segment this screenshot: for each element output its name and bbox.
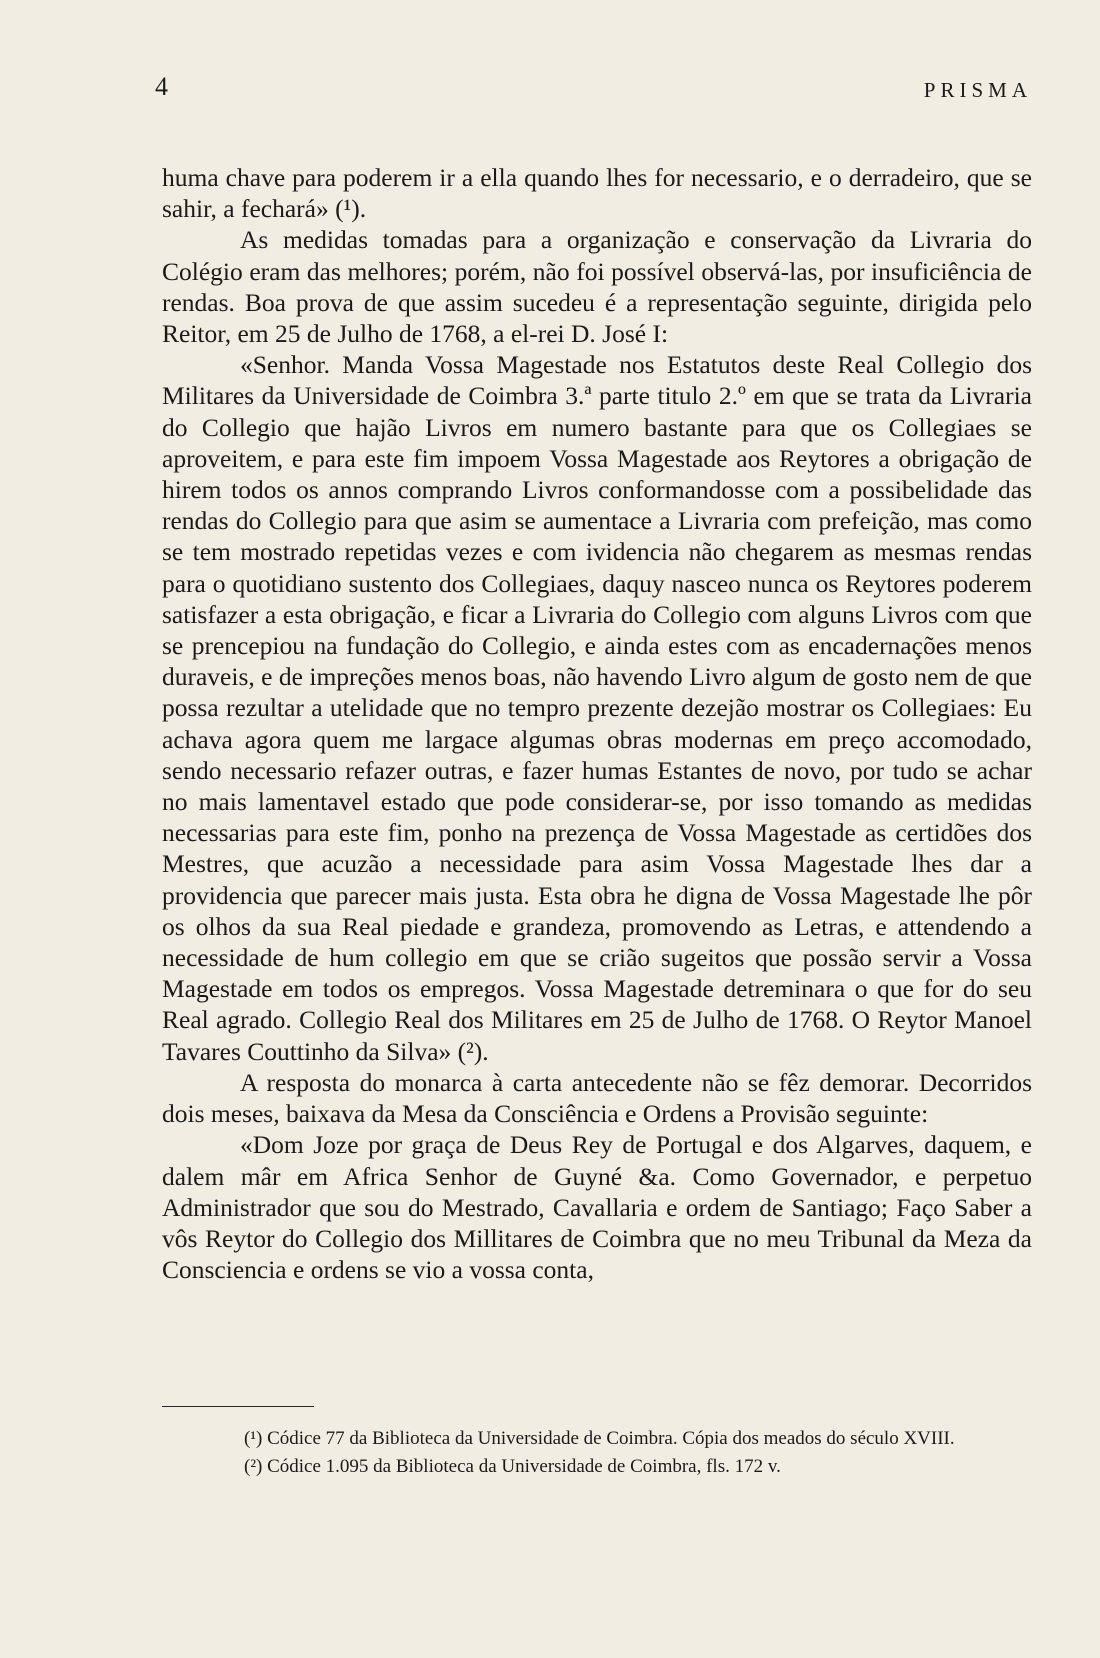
- paragraph: «Dom Joze por graça de Deus Rey de Portugal e dos Algarves, daquem, e dalem mâr em Africa Senhor de Guyné &a. Como Governador, e perpetuo Administrador que sou do Mestrado, Cavallaria e ordem de Santiago; Faço Saber a vôs Reytor do Collegio dos Millitares de Coimbra que no meu Tribunal da Meza da Consciencia e ordens se vio a vossa conta,: [162, 1130, 1032, 1285]
- paragraph: As medidas tomadas para a organização e conservação da Livraria do Colégio eram das melhores; porém, não foi possível observá-las, por insuficiência de rendas. Boa prova de que assim sucedeu é a representação seguinte, dirigida pelo Reitor, em 25 de Julho de 1768, a el-rei D. José I:: [162, 225, 1032, 349]
- footnote-separator: [162, 1406, 314, 1407]
- body-text: [162, 162, 1032, 1285]
- paragraph: huma chave para poderem ir a ella quando lhes for necessario, e o derradeiro, que se sahir, a fechará» (¹).: [162, 163, 1032, 224]
- footnote-text: Códice 1.095 da Biblioteca da Universidade de Coimbra, fls. 172 v.: [267, 1456, 781, 1477]
- footnote-marker: (²): [244, 1456, 263, 1477]
- footnote: [162, 1454, 1032, 1479]
- page-number: 4: [155, 72, 168, 101]
- footnote: [162, 1426, 1032, 1451]
- running-title: PRISMA: [923, 78, 1032, 102]
- paragraph: «Senhor. Manda Vossa Magestade nos Estatutos deste Real Collegio dos Militares da Universidade de Coimbra 3.ª parte titulo 2.º em que se trata da Livraria do Collegio que hajão Livros em numero bastante para que os Collegiaes se aproveitem, e para este fim impoem Vossa Magestade aos Reytores a obrigação de hirem todos os annos comprando Livros conformandosse com a possibelidade das rendas do Collegio para que asim se aumentace a Livraria com prefeição, mas como se tem mostrado repetidas vezes e com ividencia não chegarem as mesmas rendas para o quotidiano sustento dos Collegiaes, daquy nasceo nunca os Reytores poderem satisfazer a esta obrigação, e ficar a Livraria do Collegio com alguns Livros com que se prencepiou na fundação do Collegio, e ainda estes com as encadernações menos duraveis, e de impreções menos boas, não havendo Livro algum de gosto nem de que possa rezultar a utelidade que no tempro prezente dezejão mostrar os Collegiaes: Eu achava agora quem me largace algumas obras modernas em preço accomodado, sendo necessario refazer outras, e fazer humas Estantes de novo, por tudo se achar no mais lamentavel estado que pode considerar-se, por isso tomando as medidas necessarias para este fim, ponho na prezença de Vossa Magestade as certidões dos Mestres, que acuzão a necessidade para asim Vossa Magestade lhes dar a providencia que parecer mais justa. Esta obra he digna de Vossa Magestade lhe pôr os olhos da sua Real piedade e grandeza, promovendo as Letras, e attendendo a necessidade de hum collegio em que se crião sugeitos que possão servir a Vossa Magestade em todos os empregos. Vossa Magestade detreminara o que for do seu Real agrado. Collegio Real dos Militares em 25 de Julho de 1768. O Reytor Manoel Tavares Couttinho da Silva» (²).: [162, 350, 1032, 1066]
- footnote-text: Códice 77 da Biblioteca da Universidade de Coimbra. Cópia dos meados do século XVIII.: [267, 1428, 955, 1449]
- footnotes: [162, 1426, 1032, 1482]
- footnote-marker: (¹): [244, 1428, 263, 1449]
- paragraph: A resposta do monarca à carta antecedente não se fêz demorar. Decorridos dois meses, baixava da Mesa da Consciência e Ordens a Provisão seguinte:: [162, 1067, 1032, 1129]
